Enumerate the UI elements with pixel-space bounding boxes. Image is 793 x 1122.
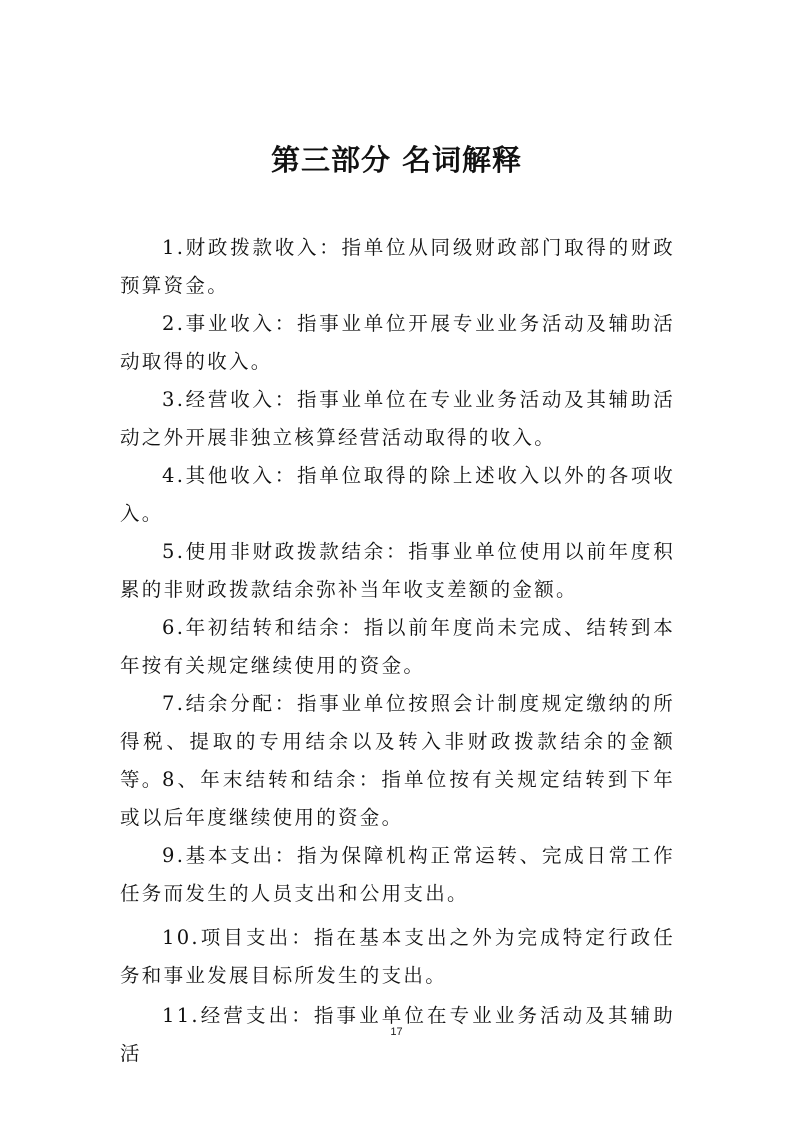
page-title: 第三部分 名词解释 xyxy=(270,143,523,177)
page-number: 17 xyxy=(390,1026,403,1038)
paragraph-11: 11.经营支出：指事业单位在专业业务活动及其辅助活 xyxy=(120,1004,675,1065)
paragraph-3: 3.经营收入：指事业单位在专业业务活动及其辅助活动之外开展非独立核算经营活动取得的收入。 xyxy=(120,388,675,449)
paragraph-8: 8、年末结转和结余：指单位按有关规定结转到下年或以后年度继续使用的资金。 xyxy=(120,768,675,829)
paragraph-5: 5.使用非财政拨款结余：指事业单位使用以前年度积累的非财政拨款结余弥补当年收支差额的金额。 xyxy=(120,540,675,601)
paragraph-9: 9.基本支出：指为保障机构正常运转、完成日常工作任务而发生的人员支出和公用支出。 xyxy=(120,844,675,905)
paragraph-4: 4.其他收入：指单位取得的除上述收入以外的各项收入。 xyxy=(120,464,675,525)
paragraph-2: 2.事业收入：指事业单位开展专业业务活动及辅助活动取得的收入。 xyxy=(120,312,675,373)
paragraph-1: 1.财政拨款收入：指单位从同级财政部门取得的财政预算资金。 xyxy=(120,236,675,297)
paragraph-6: 6.年初结转和结余：指以前年度尚未完成、结转到本年按有关规定继续使用的资金。 xyxy=(120,616,675,677)
paragraph-10: 10.项目支出：指在基本支出之外为完成特定行政任务和事业发展目标所发生的支出。 xyxy=(120,926,675,987)
paragraph-7: 7.结余分配：指事业单位按照会计制度规定缴纳的所得税、提取的专用结余以及转入非财政拨款结余的金额等。 xyxy=(120,692,675,791)
